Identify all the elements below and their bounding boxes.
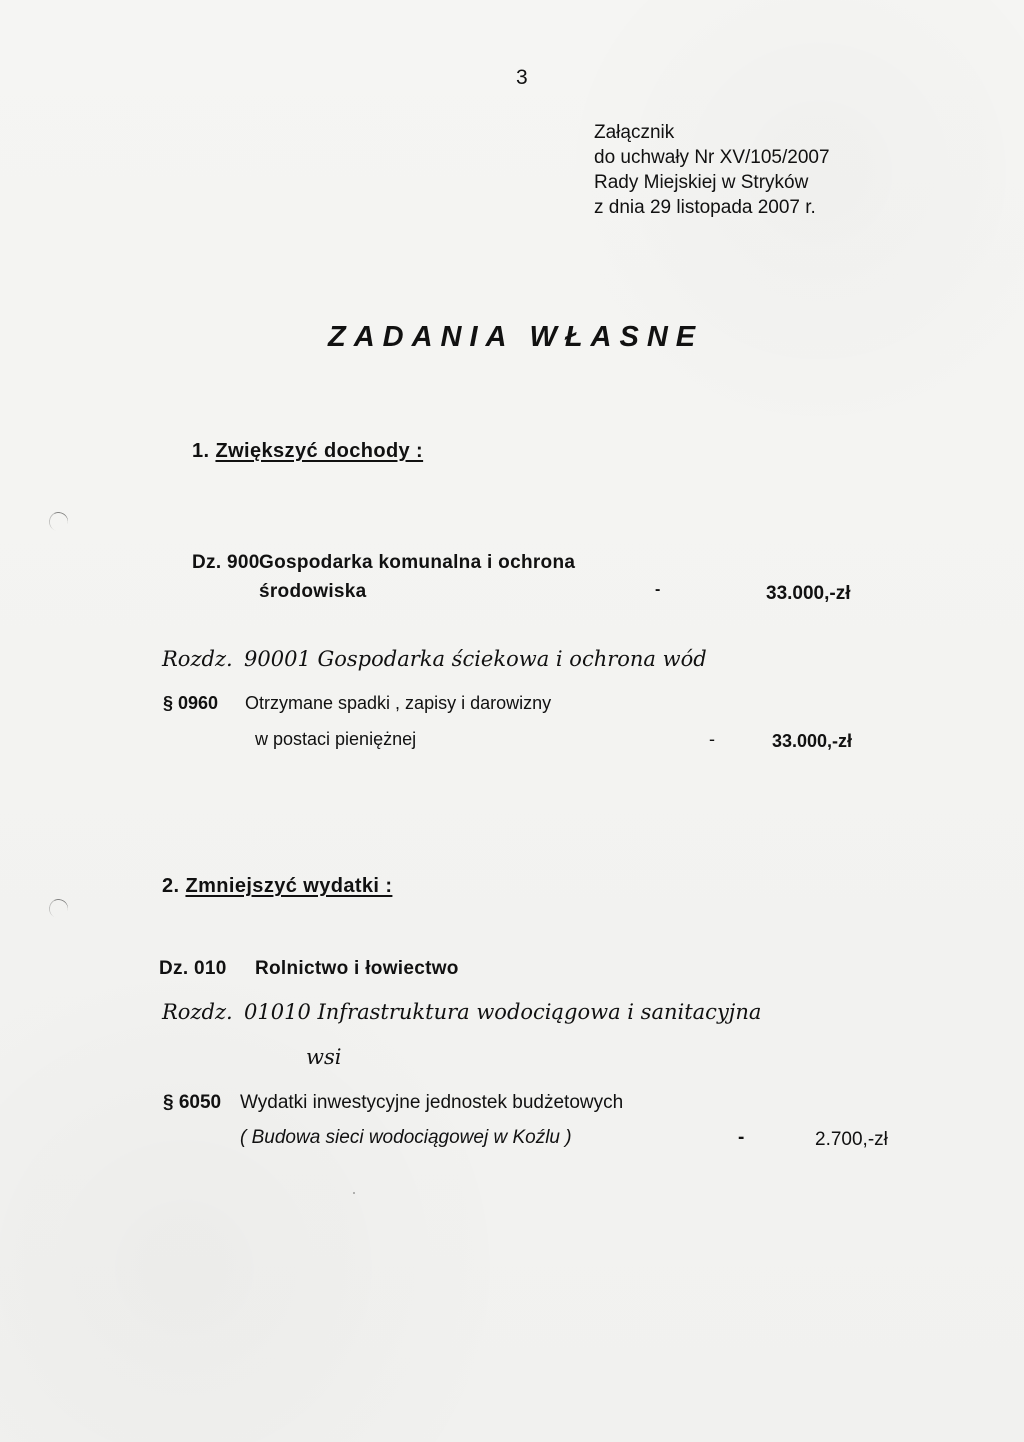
section-2-paragraph-code: § 6050 — [163, 1092, 222, 1113]
section-2-rozdz-title-line-1: 01010 Infrastruktura wodociągowa i sanitacyjna — [244, 1000, 762, 1024]
punch-hole-mark-icon — [47, 510, 71, 534]
section-1-dz-amount: 33.000,-zł — [766, 583, 851, 604]
section-1-dz-name-line-2: środowiska — [259, 581, 367, 602]
main-title: ZADANIA WŁASNE — [328, 321, 704, 353]
section-1-number: 1. — [192, 440, 210, 462]
section-1-paragraph-amount: 33.000,-zł — [772, 731, 853, 751]
scan-speck — [353, 1192, 355, 1194]
attachment-line-2: do uchwały Nr XV/105/2007 — [594, 147, 830, 168]
section-2-heading — [162, 875, 392, 898]
section-2-rozdz-title-line-2: wsi — [306, 1045, 342, 1069]
attachment-line-3: Rady Miejskiej w Stryków — [594, 172, 809, 193]
page-number: 3 — [516, 66, 528, 89]
attachment-line-1: Załącznik — [594, 122, 675, 143]
section-2-paragraph-amount: 2.700,-zł — [815, 1129, 888, 1150]
section-2-paragraph-dash: - — [738, 1127, 745, 1148]
section-1-paragraph-text-line-1: Otrzymane spadki , zapisy i darowizny — [245, 693, 552, 713]
section-2-title: Zmniejszyć wydatki : — [185, 875, 393, 897]
section-2-dz-label: Dz. 010 — [159, 958, 227, 979]
punch-hole-mark-icon — [47, 897, 71, 921]
attachment-line-4: z dnia 29 listopada 2007 r. — [594, 197, 816, 218]
section-1-heading — [192, 440, 423, 463]
section-1-rozdz-label: Rozdz. — [162, 647, 233, 671]
section-2-paragraph-text-line-1: Wydatki inwestycyjne jednostek budżetowych — [240, 1092, 624, 1113]
section-2-dz-name: Rolnictwo i łowiectwo — [255, 958, 459, 979]
section-1-rozdz-title: 90001 Gospodarka ściekowa i ochrona wód — [244, 647, 707, 671]
section-1-paragraph-dash: - — [709, 729, 715, 749]
section-2-rozdz-label: Rozdz. — [162, 1000, 233, 1024]
section-2-number: 2. — [162, 875, 180, 897]
attachment-header — [594, 121, 830, 221]
section-1-dz-label: Dz. 900 — [192, 552, 260, 573]
section-1-paragraph-code: § 0960 — [163, 693, 219, 713]
section-1-dz-name-line-1: Gospodarka komunalna i ochrona — [259, 552, 576, 573]
section-1-title: Zwiększyć dochody : — [215, 440, 424, 462]
section-1-paragraph-text-line-2: w postaci pieniężnej — [255, 729, 417, 749]
section-2-paragraph-text-line-2: ( Budowa sieci wodociągowej w Koźlu ) — [240, 1127, 572, 1148]
section-1-dz-dash: - — [655, 581, 661, 598]
